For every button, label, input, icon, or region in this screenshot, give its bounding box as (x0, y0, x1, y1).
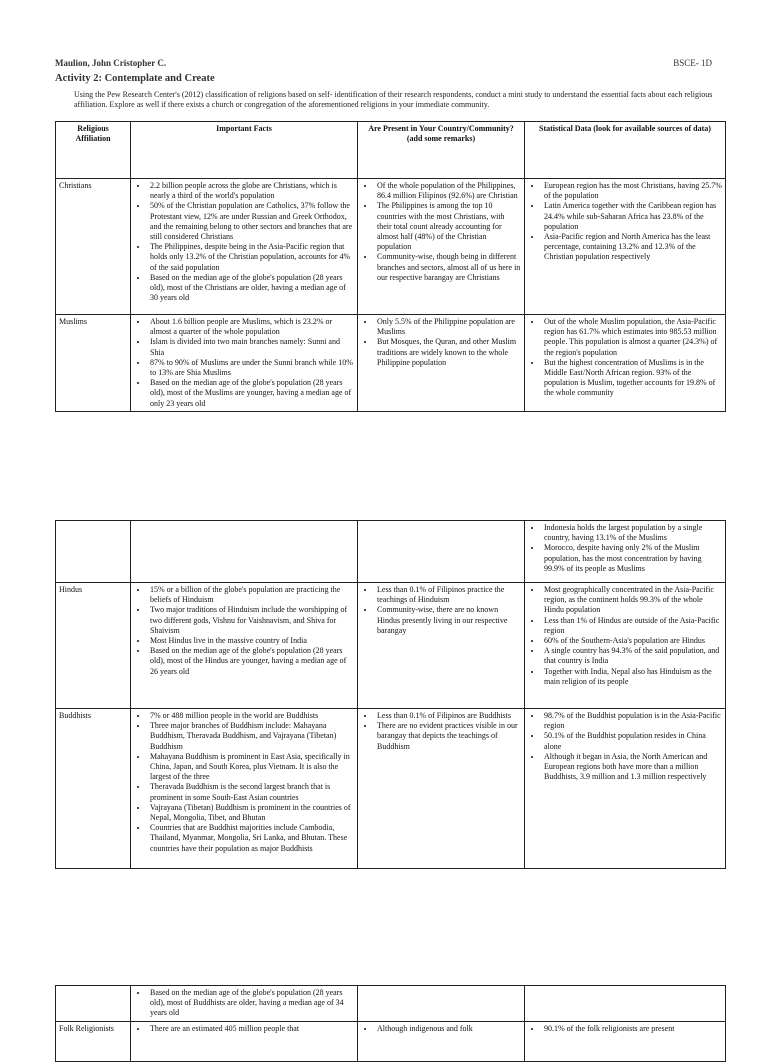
row-buddhists-continued (56, 986, 726, 1022)
facts-cell (131, 709, 358, 869)
affiliation-label: Folk Religionists (56, 1021, 131, 1061)
list-item: • But the highest concentration of Muslims is in the Middle East/North African region. 93% of the population is Muslim, together accounts for 19.8% of the whole community (542, 358, 722, 399)
bullet-list (134, 711, 354, 854)
list-item: • 50.1% of the Buddhist population resides in China alone (542, 731, 722, 751)
facts-cell (131, 583, 358, 709)
presence-cell (358, 583, 525, 709)
row-hindus (56, 583, 726, 709)
empty-cell (56, 986, 131, 1022)
list-item: • Most Hindus live in the massive country of India (148, 636, 354, 646)
bullet-list (528, 317, 722, 399)
list-item: • A single country has 94.3% of the said population, and that country is India (542, 646, 722, 666)
empty-cell (358, 521, 525, 583)
list-item: • Mahayana Buddhism is prominent in East Asia, specifically in China, Japan, and South Korea, plus Vietnam. It is also the largest of the three (148, 752, 354, 783)
religion-table-part-1 (55, 121, 726, 412)
list-item: • 50% of the Christian population are Catholics, 37% follow the Protestant view, 12% are under Russian and Greek Orthodox, and the remaining belong to other sectors and branches that are still considered Christians (148, 201, 354, 242)
bullet-list (134, 988, 354, 1019)
affiliation-label: Buddhists (56, 709, 131, 869)
list-item: • Out of the whole Muslim population, the Asia-Pacific region has 61.7% which estimates into 985.53 million people. This population is almost a quarter (24.3%) of the region's population (542, 317, 722, 358)
facts-cell (131, 1021, 358, 1061)
author-name: Maulion, John Cristopher C. (55, 58, 167, 68)
bullet-list (134, 181, 354, 303)
list-item: • Less than 0.1% of Filipinos are Buddhists (375, 711, 521, 721)
list-item: • 7% or 488 million people in the world are Buddhists (148, 711, 354, 721)
list-item: • Morocco, despite having only 2% of the Muslim population, has the most concentration by having 99.9% of its people as Muslims (542, 543, 722, 574)
bullet-list (361, 1024, 521, 1034)
bullet-list (528, 711, 722, 782)
list-item: • Countries that are Buddhist majorities include Cambodia, Thailand, Myanmar, Mongolia, Sri Lanka, and Bhutan. These countries have their population as major Buddhists (148, 823, 354, 854)
list-item: • Asia-Pacific region and North America has the least percentage, containing 13.2% and 12.3% of the Christian population respectively (542, 232, 722, 263)
list-item: • Most geographically concentrated in the Asia-Pacific region, as the continent holds 99.3% of the whole Hindu population (542, 585, 722, 616)
list-item: • About 1.6 billion people are Muslims, which is 23.2% or almost a quarter of the whole population (148, 317, 354, 337)
bullet-list (361, 585, 521, 636)
list-item: • Together with India, Nepal also has Hinduism as the main religion of its people (542, 667, 722, 687)
bullet-list (361, 317, 521, 368)
empty-cell (131, 521, 358, 583)
table-header-row (56, 122, 726, 179)
list-item: • Community-wise, though being in different branches and sectors, almost all of us here in our respective barangay are Christians (375, 252, 521, 283)
stats-cell (525, 1021, 726, 1061)
facts-cell (131, 315, 358, 412)
affiliation-label: Muslims (56, 315, 131, 412)
list-item: • Less than 0.1% of Filipinos practice the teachings of Hinduism (375, 585, 521, 605)
bullet-list (134, 585, 354, 677)
list-item: • Of the whole population of the Philippines, 86.4 million Filipinos (92.6%) are Christian (375, 181, 521, 201)
header-presence: Are Present in Your Country/Community? (add some remarks) (358, 122, 525, 179)
affiliation-label: Hindus (56, 583, 131, 709)
list-item: • The Philippines, despite being in the Asia-Pacific region that holds only 13.2% of the Christian population, accounts for 4% of the said population (148, 242, 354, 273)
facts-cell (131, 179, 358, 315)
list-item: • Based on the median age of the globe's population (28 years old), most of the Muslims are younger, having a median age of only 23 years old (148, 378, 354, 409)
list-item: • Theravada Buddhism is the second largest branch that is prominent in some South-East Asian countries (148, 782, 354, 802)
empty-cell (358, 986, 525, 1022)
list-item: • There are an estimated 405 million people that (148, 1024, 354, 1034)
bullet-list (528, 181, 722, 263)
presence-cell (358, 1021, 525, 1061)
list-item: • 87% to 90% of Muslims are under the Sunni branch while 10% to 13% are Shia Muslims (148, 358, 354, 378)
list-item: • 2.2 billion people across the globe are Christians, which is nearly a third of the world's population (148, 181, 354, 201)
list-item: • There are no evident practices visible in our barangay that depicts the teachings of Buddhism (375, 721, 521, 752)
stats-cell (525, 709, 726, 869)
list-item: • Only 5.5% of the Philippine population are Muslims (375, 317, 521, 337)
stats-cell (525, 315, 726, 412)
stats-cell (525, 179, 726, 315)
stats-cell (525, 521, 726, 583)
list-item: • Islam is divided into two main branches namely: Sunni and Shia (148, 337, 354, 357)
presence-cell (358, 709, 525, 869)
facts-cell (131, 986, 358, 1022)
list-item: • 60% of the Southern-Asia's population are Hindus (542, 636, 722, 646)
bullet-list (528, 585, 722, 687)
list-item: • Two major traditions of Hinduism include the worshipping of two different gods, Vishnu for Vaishnavism, and Shiva for Shaivism (148, 605, 354, 636)
bullet-list (528, 1024, 722, 1034)
bullet-list (134, 1024, 354, 1034)
list-item: • 98.7% of the Buddhist population is in the Asia-Pacific region (542, 711, 722, 731)
bullet-list (361, 711, 521, 752)
list-item: • Based on the median age of the globe's population (28 years old), most of the Christians are older, having a median age of 30 years old (148, 273, 354, 304)
list-item: • But Mosques, the Quran, and other Muslim traditions are widely known to the whole Philippine population (375, 337, 521, 368)
bullet-list (134, 317, 354, 409)
list-item: • 90.1% of the folk religionists are present (542, 1024, 722, 1034)
header-facts: Important Facts (131, 122, 358, 179)
empty-cell (56, 521, 131, 583)
presence-cell (358, 315, 525, 412)
stats-cell (525, 583, 726, 709)
list-item: • Although indigenous and folk (375, 1024, 521, 1034)
activity-title: Activity 2: Contemplate and Create (55, 73, 215, 84)
row-folk-religionists (56, 1021, 726, 1061)
row-christians (56, 179, 726, 315)
instructions-paragraph: Using the Pew Research Center's (2012) classification of religions based on self- identification of their research respondents, conduct a mini study to understand the essential facts about each religious affiliation. Explore as well if there exists a church or congregation of the aforementioned religions in your immediate community. (74, 90, 713, 109)
list-item: • 15% or a billion of the globe's population are practicing the beliefs of Hinduism (148, 585, 354, 605)
header-affiliation: Religious Affiliation (56, 122, 131, 179)
row-muslims (56, 315, 726, 412)
list-item: • The Philippines is among the top 10 countries with the most Christians, with their total count already accounting for almost half (48%) of the Christian population (375, 201, 521, 252)
bullet-list (528, 523, 722, 574)
list-item: • Indonesia holds the largest population by a single country, having 13.1% of the Muslims (542, 523, 722, 543)
list-item: • Latin America together with the Caribbean region has 24.4% while sub-Saharan Africa has 23.8% of the population (542, 201, 722, 232)
list-item: • European region has the most Christians, having 25.7% of the population (542, 181, 722, 201)
religion-table-part-2 (55, 520, 726, 869)
religion-table-part-3 (55, 985, 726, 1062)
row-muslims-continued (56, 521, 726, 583)
presence-cell (358, 179, 525, 315)
list-item: • Although it began in Asia, the North American and European regions both have more than a million Buddhists, 3.9 million and 1.3 million respectively (542, 752, 722, 783)
list-item: • Based on the median age of the globe's population (28 years old), most of Buddhists are older, having a median age of 34 years old (148, 988, 354, 1019)
empty-cell (525, 986, 726, 1022)
affiliation-label: Christians (56, 179, 131, 315)
header-stats: Statistical Data (look for available sources of data) (525, 122, 726, 179)
list-item: • Based on the median age of the globe's population (28 years old), most of the Hindus are younger, having a median age of 26 years old (148, 646, 354, 677)
section-code: BSCE- 1D (673, 58, 712, 68)
row-buddhists (56, 709, 726, 869)
list-item: • Less than 1% of Hindus are outside of the Asia-Pacific region (542, 616, 722, 636)
bullet-list (361, 181, 521, 283)
list-item: • Three major branches of Buddhism include: Mahayana Buddhism, Theravada Buddhism, and Vajrayana (Tibetan) Buddhism (148, 721, 354, 752)
list-item: • Vajrayana (Tibetan) Buddhism is prominent in the countries of Nepal, Mongolia, Tibet, and Bhutan (148, 803, 354, 823)
list-item: • Community-wise, there are no known Hindus presently living in our respective barangay (375, 605, 521, 636)
